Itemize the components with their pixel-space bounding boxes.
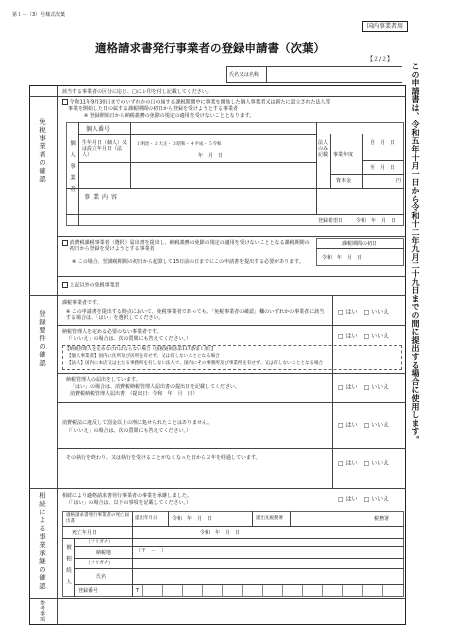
req-q1-options[interactable]: [338, 309, 389, 316]
applicant-name-field[interactable]: [267, 67, 401, 81]
form-number: 第１－（3）号様式次葉: [12, 12, 66, 18]
req-q3: 納税管理人の届出をしています。: [66, 377, 141, 383]
req-q1-note: ※ この申請書を提出する時点において、免税事業者であっても、「免税事業者の確認」欄のいずれかの事業者に該当する場合は、「はい」を選択してください。: [66, 309, 325, 321]
applicant-name-label: 氏名又は名称: [229, 72, 260, 78]
exemption-option-3: 上記以外の免税事業者: [62, 282, 120, 289]
birth-date[interactable]: 年 月 日: [198, 153, 224, 159]
succ-q-note: （「はい」の場合は、以下の事項を記載してください。）: [66, 500, 192, 506]
reg-no-digit-cell[interactable]: [142, 585, 162, 597]
corp-only-label: 法人のみ記載: [318, 140, 329, 158]
req-q4-note: （「いいえ」の場合は、次の質問にも答えてください。）: [66, 428, 192, 434]
personal-number-label: 個人番号: [86, 126, 111, 133]
tax-agent-ref-l3: 【法人】国内に本店又は主たる事務所を有しない法人で、国内にその事務所及び事業所を有せず、又は有しないこととなる場合: [67, 361, 324, 366]
address-furigana-label: （フリガナ）: [86, 540, 113, 545]
req-q4-yes[interactable]: □ はい: [338, 422, 358, 429]
req-q2: 納税管理人を定める必要のない事業者です。: [62, 329, 162, 335]
reg-no-digit-cell[interactable]: [242, 585, 262, 597]
address-label: 納税地: [96, 550, 112, 556]
reg-no-digit-cell[interactable]: [262, 585, 282, 597]
section-succession-label: 相続による事業承継の確認: [38, 492, 46, 591]
death-date-value[interactable]: 令和 年 月 日: [200, 530, 241, 536]
death-notice-label: 適格請求書発行事業者の死亡届出書: [66, 513, 129, 524]
req-q3-no[interactable]: □ いいえ: [363, 384, 390, 391]
domestic-badge: 国内事業者用: [362, 21, 408, 32]
page-indicator: 【２/２】: [367, 56, 394, 63]
tax-office-suffix[interactable]: 税務署: [374, 516, 390, 522]
exemption-option-2: 消費税課税事業者（選択）届出書を提出し、納税義務の免除の規定の適用を受けないこととなる課税期間の初日から登録を受けようとする事業者: [62, 240, 310, 252]
exemption-option-1: 令和11年9月30日までのいずれかの日の属する課税期間中に事業を開始した個人事業者又は新たに設立された法人等: [62, 99, 331, 106]
reg-no-digit-cell[interactable]: [182, 585, 202, 597]
business-content-label: 事業内容: [84, 194, 121, 201]
reg-no-digit-cell[interactable]: [222, 585, 242, 597]
decedent-name-field[interactable]: [134, 569, 402, 583]
page-title: 適格請求書発行事業者の登録申請書（次葉）: [95, 41, 325, 55]
reg-no-digits[interactable]: [142, 585, 402, 597]
req-q5-no[interactable]: □ いいえ: [363, 460, 390, 467]
personal-number-field[interactable]: [132, 123, 314, 133]
reg-no-digit-cell[interactable]: [342, 585, 362, 597]
req-q1: 課税事業者です。: [62, 300, 102, 306]
tax-agent-ref-l2: 【個人事業者】国内に住所及び居所を有せず、又は有しないこととなる場合: [67, 354, 220, 359]
req-q2-yes[interactable]: □ はい: [338, 333, 358, 340]
section-requirements-label: 登録要件の確認: [38, 310, 46, 368]
section-exemption-label: 免税事業者の確認: [38, 118, 46, 184]
reg-no-label: 登録番号: [78, 588, 99, 594]
tax-agent-ref-l1: 【納税管理人を定めなければならない場合（国税通則法第117条第１項）】: [65, 347, 216, 352]
exemption-option-2-checkbox[interactable]: [62, 240, 68, 246]
remarks-field[interactable]: [58, 599, 404, 624]
fiscal-year-from[interactable]: 自 月 日: [370, 140, 396, 146]
exemption-option-3-checkbox[interactable]: [62, 282, 68, 288]
name-furigana-label: （フリガナ）: [86, 561, 113, 566]
business-content-field[interactable]: [132, 189, 314, 213]
death-date-label: 死亡年月日: [72, 530, 98, 536]
reg-no-digit-cell[interactable]: [362, 585, 382, 597]
exemption-option-1-checkbox[interactable]: [62, 99, 68, 105]
req-q5: その執行を終わり、又は執行を受けることがなくなった日から２年を経過しています。: [66, 455, 261, 461]
req-q2-no[interactable]: □ いいえ: [363, 333, 390, 340]
usage-period-note: この申請書は、令和五年十月一日から令和十二年九月二十九日までの間に提出する場合に使用します。: [411, 62, 420, 444]
individual-label: 個人事業者: [69, 140, 75, 198]
req-q5-options[interactable]: [338, 460, 389, 467]
submit-date-label: 提出年月日: [135, 516, 158, 521]
birth-era-options: １明治・２大正・３昭和・４平成・５令和: [136, 142, 222, 147]
reg-no-prefix: T: [136, 588, 140, 594]
exemption-option-2-note: ※ この場合、翌課税期間の初日から起算して15日前の日までにこの申請書を提出する必要があります。: [72, 259, 304, 265]
req-q2-options[interactable]: [338, 333, 389, 340]
req-q4-options[interactable]: [338, 422, 389, 429]
req-q4: 消費税法に違反して罰金以上の刑に処せられたことはありません。: [62, 420, 213, 426]
succ-yes[interactable]: □ はい: [338, 496, 358, 503]
submit-date-value[interactable]: 令和 年 月 日: [172, 516, 213, 522]
req-q3-options[interactable]: [338, 384, 389, 391]
reg-start-value[interactable]: 令和 年 月 日: [356, 218, 397, 224]
succ-no[interactable]: □ いいえ: [363, 496, 390, 503]
req-q4-no[interactable]: □ いいえ: [363, 422, 390, 429]
exemption-option-1-note: ※ 登録開始日から納税義務の免除の規定の適用を受けないこととなります。: [84, 113, 255, 119]
capital-label: 資本金: [336, 178, 352, 184]
req-q5-yes[interactable]: □ はい: [338, 460, 358, 467]
section-remarks-label: 参考事項: [39, 600, 45, 622]
address-postal[interactable]: （〒 － ）: [136, 548, 167, 554]
succ-options[interactable]: [338, 496, 389, 503]
tax-office-label: 提出先税務署: [256, 516, 283, 521]
reg-no-digit-cell[interactable]: [302, 585, 322, 597]
reg-no-digit-cell[interactable]: [322, 585, 342, 597]
req-q2-note: （「いいえ」の場合は、次の質問にも答えてください。）: [66, 336, 192, 342]
opt2-first-day-value[interactable]: 令和 年 月 日: [322, 255, 363, 261]
reg-no-digit-cell[interactable]: [282, 585, 302, 597]
fiscal-year-to[interactable]: 至 月 日: [370, 165, 396, 171]
reg-no-digit-cell[interactable]: [382, 585, 402, 597]
req-q3-note2[interactable]: 消費税納税管理人届出書 （提出日：令和 年 月 日）: [70, 391, 198, 397]
reg-no-digit-cell[interactable]: [202, 585, 222, 597]
req-q1-no[interactable]: □ いいえ: [363, 309, 390, 316]
opt2-first-day-label: 課税期間の初日: [342, 241, 378, 247]
req-q1-yes[interactable]: □ はい: [338, 309, 358, 316]
fiscal-year-label: 事業年度: [333, 152, 354, 158]
req-q3-note1: 「はい」の場合は、消費税納税管理人届出書の提出日を記載してください。: [70, 384, 241, 390]
exemption-option-1-line2: 事業を開始した日の属する課税期間の初日から登録を受けようとする事業者: [68, 106, 239, 112]
succ-q: 相続により適格請求書発行事業者の事業を承継しました。: [62, 493, 193, 499]
req-q3-yes[interactable]: □ はい: [338, 384, 358, 391]
capital-yen: 円: [396, 178, 402, 184]
reg-start-label: 登録希望日: [318, 218, 344, 224]
birth-label: 生年月日（個人）又は設立年月日（法人）: [82, 140, 128, 158]
reg-no-digit-cell[interactable]: [162, 585, 182, 597]
instruction-text: 該当する事業者の区分に応じ、□にレ印を付し記載してください。: [62, 89, 212, 95]
decedent-label: 被相続人: [65, 544, 71, 590]
decedent-name-label: 氏名: [96, 574, 107, 580]
